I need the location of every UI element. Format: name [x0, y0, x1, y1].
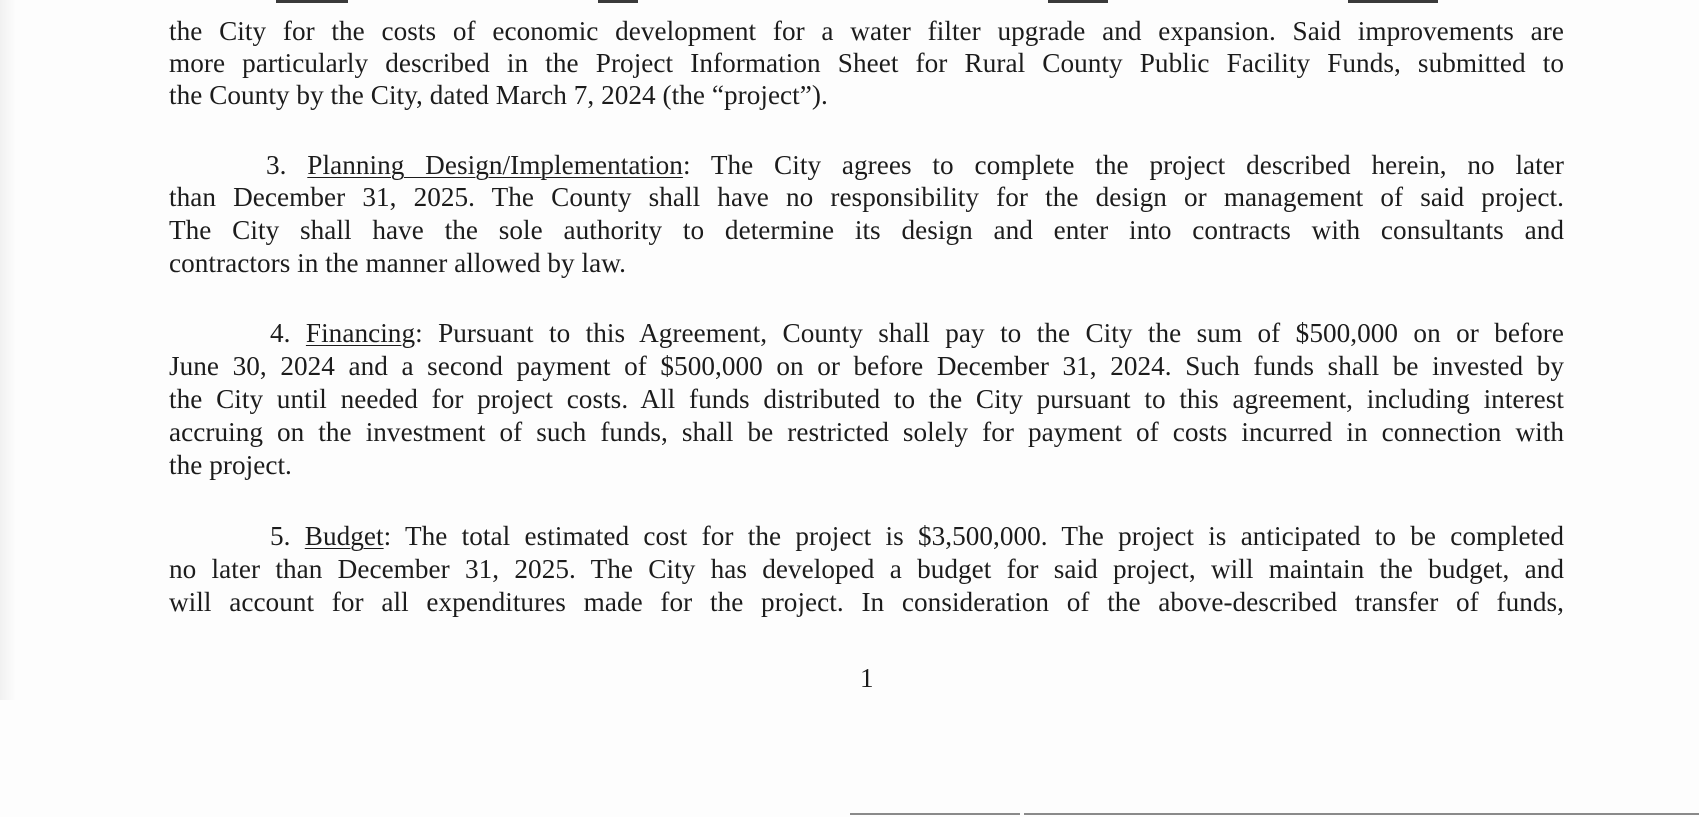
para5-line-3: will account for all expenditures made for the project. In consideration of the above-described transfer of funds, [169, 587, 1564, 617]
para5-line-2: no later than December 31, 2025. The City has developed a budget for said project, will maintain the budget, and [169, 554, 1564, 584]
para4-heading: Financing [305, 318, 416, 348]
para4-line-4: accruing on the investment of such funds, shall be restricted solely for payment of costs incurred in connection with [169, 417, 1564, 447]
page-bottom-edge-left [850, 813, 1020, 815]
para3-line-2: than December 31, 2025. The County shall have no responsibility for the design or management of said project. [169, 182, 1564, 212]
para4-number: 4. [270, 318, 291, 348]
para4-line-3: the City until needed for project costs. All funds distributed to the City pursuant to this agreement, including interest [169, 384, 1564, 414]
para4-first-line [270, 318, 1564, 348]
para4-line-2: June 30, 2024 and a second payment of $500,000 on or before December 31, 2024. Such funds shall be invested by [169, 351, 1564, 381]
para3-line-3: The City shall have the sole authority to determine its design and enter into contracts with consultants and [169, 215, 1564, 245]
para3-number: 3. [266, 150, 287, 180]
para2-line-3: the County by the City, dated March 7, 2024 (the “project”). [169, 80, 828, 110]
para4-first-line-text: : Pursuant to this Agreement, County shall pay to the City the sum of $500,000 on or before [415, 318, 1564, 348]
page-number: 1 [860, 663, 874, 693]
cut-off-previous-line [168, 0, 1568, 6]
para2-line-1: the City for the costs of economic development for a water filter upgrade and expansion. Said improvements are [169, 16, 1564, 46]
para5-first-line-text: : The total estimated cost for the project is $3,500,000. The project is anticipated to be completed [383, 521, 1564, 551]
para3-heading: Planning Design/Implementation [307, 150, 683, 180]
para5-heading: Budget [304, 521, 384, 551]
page-bottom-edge-right [1024, 813, 1699, 815]
para2-line-2: more particularly described in the Project Information Sheet for Rural County Public Facility Funds, submitted to [169, 48, 1564, 78]
scan-edge-shadow [0, 0, 16, 700]
para3-line-4: contractors in the manner allowed by law. [169, 248, 627, 278]
para5-number: 5. [270, 521, 291, 551]
para4-line-5: the project. [169, 450, 292, 480]
para3-first-line [266, 150, 1564, 180]
para3-first-line-text: : The City agrees to complete the project described herein, no later [682, 150, 1564, 180]
para5-first-line [270, 521, 1564, 551]
